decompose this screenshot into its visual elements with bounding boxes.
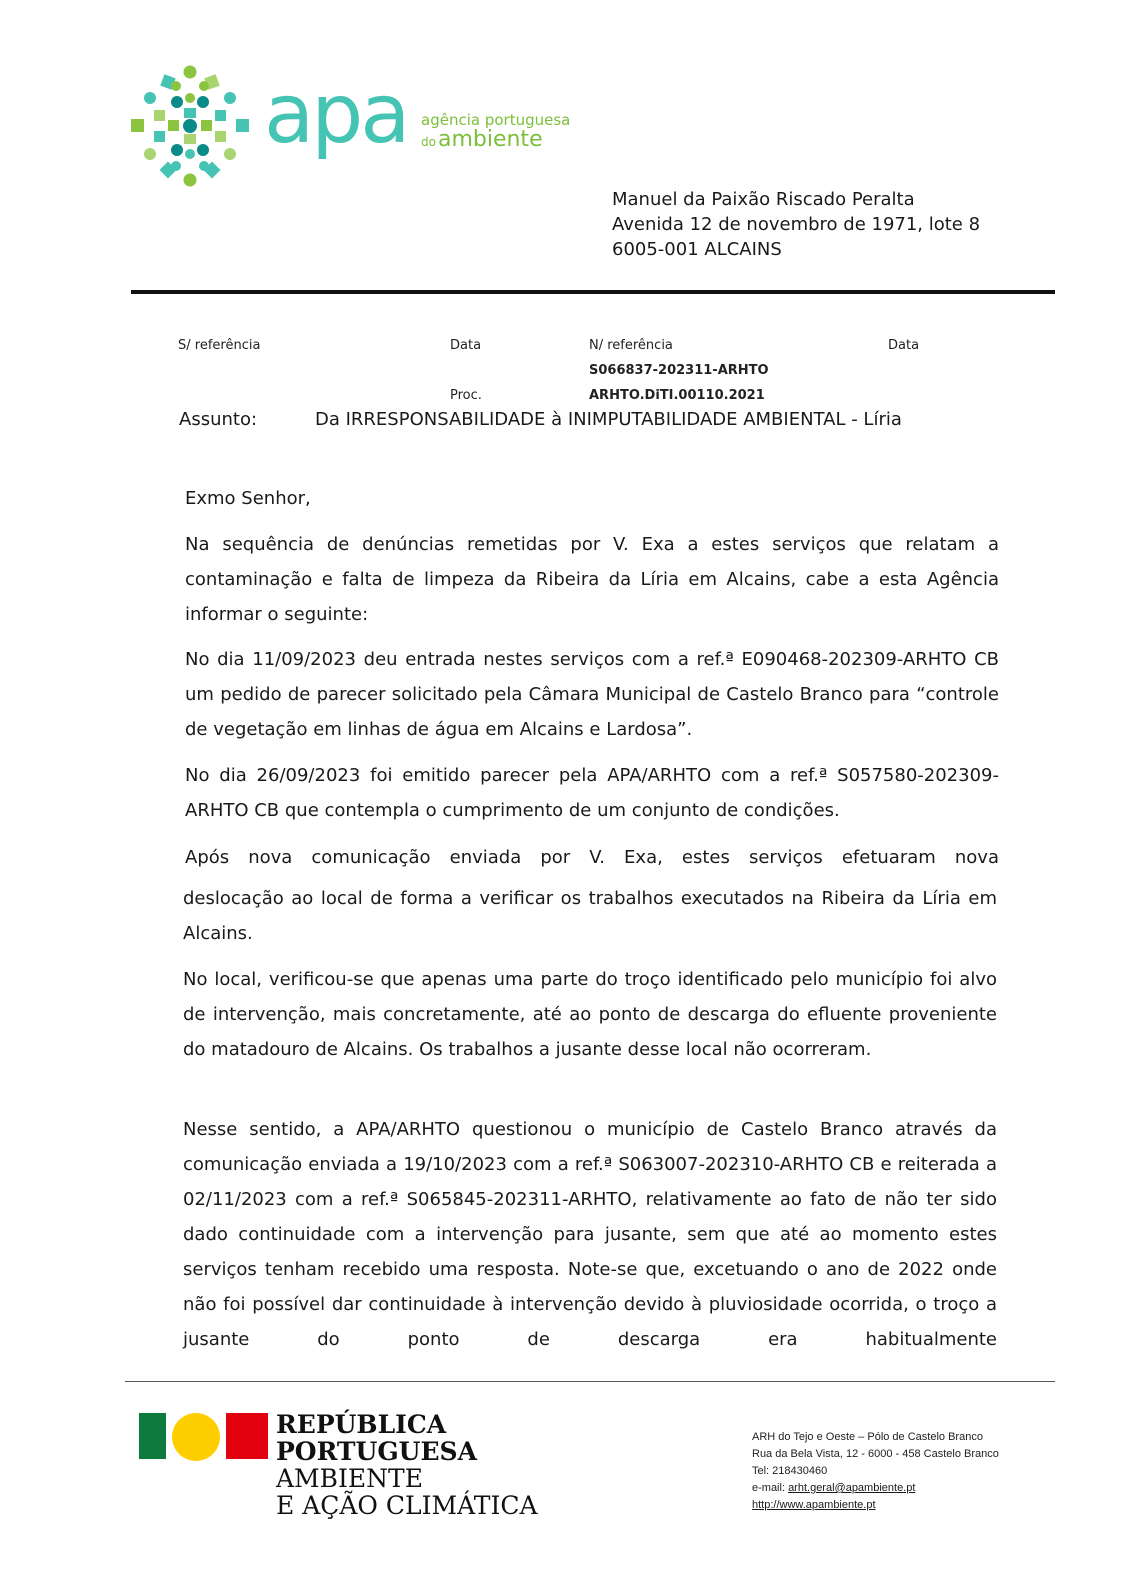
body-paragraph-5: No local, verificou-se que apenas uma parte do troço identificado pelo município foi alvo de intervenção, mais concretamente, até ao ponto de descarga do efluente proveniente do matadouro de Alcains. Os trabalhos a jusante desse local não ocorreram.	[183, 969, 997, 1060]
our-reference-value: S066837-202311-ARHTO	[589, 363, 769, 378]
logo-subtitle-ambiente: ambiente	[437, 127, 543, 152]
body-paragraph-2: No dia 11/09/2023 deu entrada nestes serviços com a ref.ª E090468-202309-ARHTO CB um pedido de parecer solicitado pela Câmara Municipal de Castelo Branco para “controle de vegetação em linhas de água em Alcains e Lardosa”.	[185, 649, 999, 740]
contact-email-row	[752, 1480, 915, 1497]
body-paragraph-4a: Após nova comunicação enviada por V. Exa, estes serviços efetuaram nova	[185, 847, 999, 868]
republic-logo-yellow-circle-icon	[172, 1413, 220, 1461]
logo-subtitle-line1: agência portuguesa	[421, 111, 571, 129]
logo-subtitle-prefix: do	[421, 135, 436, 149]
header-divider	[131, 290, 1055, 294]
proc-label: Proc.	[450, 388, 482, 403]
ministry-line1: AMBIENTE	[276, 1464, 423, 1493]
republic-line1: REPÚBLICA	[276, 1410, 447, 1439]
contact-email-label: e-mail:	[752, 1482, 789, 1494]
date-label-2: Data	[888, 338, 920, 353]
salutation: Exmo Senhor,	[185, 488, 311, 509]
body-paragraph-1: Na sequência de denúncias remetidas por V. Exa a estes serviços que relatam a contaminação e falta de limpeza da Ribeira da Líria em Alcains, cabe a esta Agência informar o seguinte:	[185, 534, 999, 625]
logo-subtitle-line2	[421, 129, 543, 151]
contact-web-link[interactable]: http://www.apambiente.pt	[752, 1499, 876, 1511]
recipient-address-line1: Avenida 12 de novembro de 1971, lote 8	[612, 214, 981, 235]
republic-logo-red-square-icon	[226, 1413, 268, 1459]
subject-text: Da IRRESPONSABILIDADE à INIMPUTABILIDADE AMBIENTAL - Líria	[315, 409, 902, 430]
proc-value: ARHTO.DiTI.00110.2021	[589, 388, 765, 403]
recipient-name: Manuel da Paixão Riscado Peralta	[612, 189, 915, 210]
our-reference-label: N/ referência	[589, 338, 673, 353]
recipient-address-line2: 6005-001 ALCAINS	[612, 239, 782, 260]
contact-tel: Tel: 218430460	[752, 1465, 828, 1477]
footer-divider	[125, 1381, 1055, 1382]
contact-email-link[interactable]: arht.geral@apambiente.pt	[788, 1482, 916, 1494]
subject-label: Assunto:	[179, 409, 258, 430]
your-reference-label: S/ referência	[178, 338, 261, 353]
logo-wordmark: apa	[264, 67, 408, 162]
republic-line2: PORTUGUESA	[276, 1437, 477, 1466]
apa-logo-icon	[128, 64, 252, 188]
body-paragraph-6: Nesse sentido, a APA/ARHTO questionou o município de Castelo Branco através da comunicação enviada a 19/10/2023 com a ref.ª S063007-202310-ARHTO CB e reiterada a 02/11/2023 com a ref.ª S065845-202311-ARHTO, relativamente ao fato de não ter sido dado continuidade com a intervenção para jusante, sem que até ao momento estes serviços tenham recebido uma resposta. Note-se que, excetuando o ano de 2022 onde não foi possível dar continuidade à intervenção devido à pluviosidade ocorrida, o troço a jusante do ponto de descarga era habitualmente	[183, 1119, 997, 1350]
body-paragraph-4b: deslocação ao local de forma a verificar os trabalhos executados na Ribeira da Líria em Alcains.	[183, 888, 997, 944]
republic-logo-green-bar-icon	[139, 1413, 166, 1459]
contact-office: ARH do Tejo e Oeste – Pólo de Castelo Branco	[752, 1431, 983, 1443]
ministry-line2: E AÇÃO CLIMÁTICA	[276, 1491, 538, 1520]
contact-address: Rua da Bela Vista, 12 - 6000 - 458 Castelo Branco	[752, 1448, 999, 1460]
date-label-1: Data	[450, 338, 482, 353]
body-paragraph-3: No dia 26/09/2023 foi emitido parecer pela APA/ARHTO com a ref.ª S057580-202309-ARHTO CB que contempla o cumprimento de um conjunto de condições.	[185, 765, 999, 821]
contact-web-row	[752, 1497, 876, 1514]
